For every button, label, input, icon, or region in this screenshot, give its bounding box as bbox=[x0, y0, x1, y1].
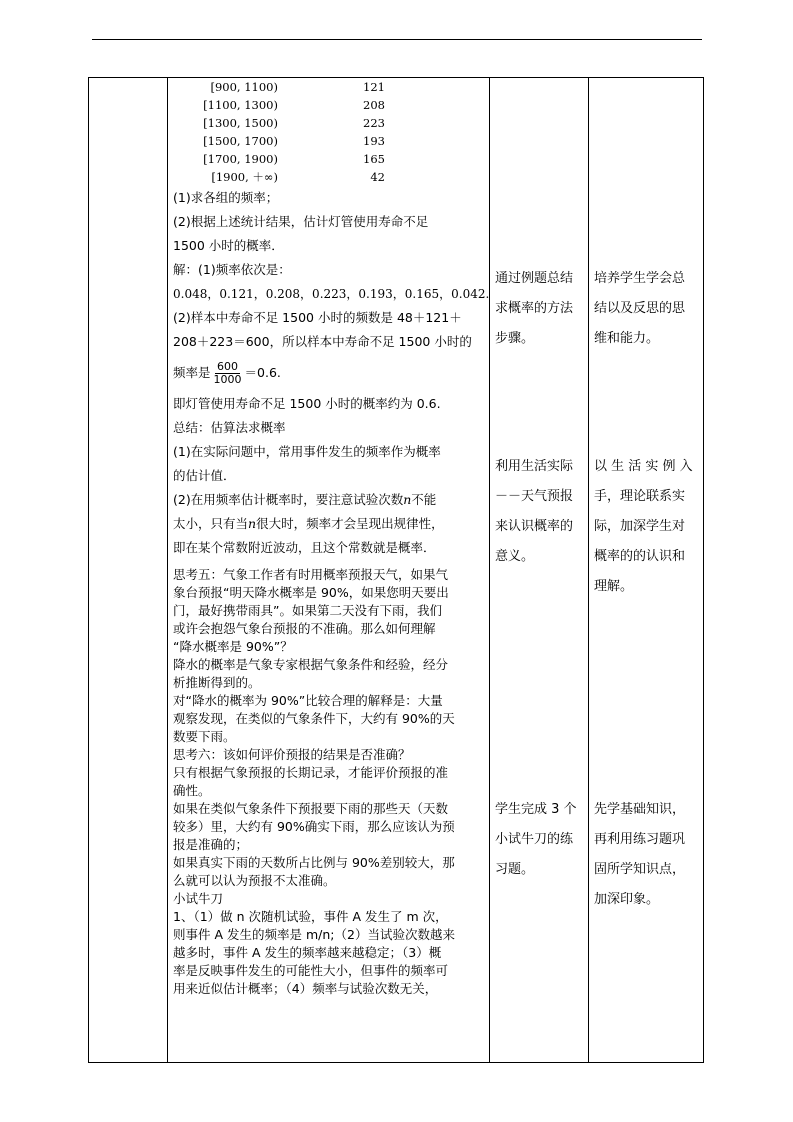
text-line: 学生完成 3 个 bbox=[495, 802, 577, 817]
lesson-table bbox=[88, 77, 704, 1063]
text-line: 固所学知识点， bbox=[594, 862, 686, 877]
answer-6-line: 较多）里，大约有 90%确实下雨，那么应该认为预 bbox=[173, 819, 455, 834]
frequency-row bbox=[173, 150, 490, 168]
design-intent-1 bbox=[594, 264, 702, 354]
text-line: 培养学生学会总 bbox=[594, 271, 686, 286]
text-line: 利用生活实际 bbox=[495, 459, 574, 474]
text-line: 以 生 活 实 例 入 bbox=[594, 459, 693, 474]
interval: [900, 1100) bbox=[210, 80, 278, 94]
text-line: 来认识概率的 bbox=[495, 519, 574, 534]
answer-5-line: 对“降水的概率为 90%”比较合理的解释是：大量 bbox=[173, 693, 443, 708]
variable: n bbox=[403, 492, 412, 507]
frequency-row bbox=[173, 132, 490, 150]
fraction bbox=[212, 361, 244, 386]
count: 42 bbox=[370, 170, 385, 184]
thinking-5-line: 象台预报“明天降水概率是 90%，如果您明天要出 bbox=[173, 585, 449, 600]
interval: [1300, 1500) bbox=[203, 116, 278, 130]
exercise-line: 越多时，事件 A 发生的频率越来越稳定；（3）概 bbox=[173, 945, 442, 960]
solution-values: 0.048，0.121，0.208，0.223，0.193，0.165，0.042. bbox=[173, 287, 490, 301]
text: 不能 bbox=[411, 492, 437, 507]
count: 208 bbox=[363, 98, 385, 112]
header-rule bbox=[92, 39, 702, 40]
text-line: 结以及反思的思 bbox=[594, 301, 686, 316]
count: 165 bbox=[363, 152, 385, 166]
answer-6-line: 么就可以认为预报不太准确。 bbox=[173, 873, 336, 888]
frequency-row bbox=[173, 78, 490, 96]
text: 太小，只有当 bbox=[173, 516, 249, 531]
text-line: 际，加深学生对 bbox=[594, 519, 686, 534]
text-line: 通过例题总结 bbox=[495, 271, 574, 286]
frequency-table bbox=[173, 78, 490, 186]
text-line: 意义。 bbox=[495, 549, 535, 564]
answer-6-line: 确性。 bbox=[173, 783, 211, 798]
text-line: 步骤。 bbox=[495, 331, 535, 346]
summary-line: 即在某个常数附近波动，且这个常数就是概率． bbox=[173, 540, 436, 555]
solution-line: 解：(1)频率依次是： bbox=[173, 262, 291, 277]
column-divider bbox=[167, 78, 168, 1062]
answer-5-line: 数要下雨。 bbox=[173, 729, 236, 744]
text-line: 概率的的认识和 bbox=[594, 549, 686, 564]
fraction-suffix: ＝0.6. bbox=[244, 365, 281, 380]
count: 223 bbox=[363, 116, 385, 130]
thinking-5-line: 或许会抱怨气象台预报的不准确。那么如何理解 bbox=[173, 621, 436, 636]
fraction-numerator: 600 bbox=[217, 360, 239, 373]
interval: [1100, 1300) bbox=[203, 98, 278, 112]
interval: [1900, ＋∞) bbox=[211, 170, 278, 184]
text-line: 手，理论联系实 bbox=[594, 489, 686, 504]
text-line: 理解。 bbox=[594, 579, 634, 594]
text-line: 小试牛刀的练 bbox=[495, 832, 574, 847]
text-line: 再利用练习题巩 bbox=[594, 832, 686, 847]
text-line: 先学基础知识， bbox=[594, 802, 686, 817]
text: 很大时，频率才会呈现出规律性， bbox=[256, 516, 444, 531]
exercise-line: 则事件 A 发生的频率是 m/n;（2）当试验次数越来 bbox=[173, 927, 455, 942]
thinking-5-line: 门，最好携带雨具”。如果第二天没有下雨，我们 bbox=[173, 603, 442, 618]
design-intent-3 bbox=[594, 795, 702, 915]
count: 193 bbox=[363, 134, 385, 148]
text-line: 维和能力。 bbox=[594, 331, 660, 346]
exercise-title: 小试牛刀 bbox=[173, 891, 224, 906]
interval: [1700, 1900) bbox=[203, 152, 278, 166]
text-line: －－天气预报 bbox=[495, 489, 574, 504]
fraction-prefix: 频率是 bbox=[173, 365, 211, 380]
student-activity-3 bbox=[495, 795, 587, 885]
interval: [1500, 1700) bbox=[203, 134, 278, 148]
frequency-row bbox=[173, 96, 490, 114]
column-divider bbox=[588, 78, 589, 1062]
exercise-line: 率是反映事件发生的可能性大小，但事件的频率可 bbox=[173, 963, 449, 978]
text: (2)在用频率估计概率时，要注意试验次数 bbox=[173, 492, 404, 507]
answer-5-line: 析推断得到的。 bbox=[173, 675, 261, 690]
thinking-5-line: “降水概率是 90%”？ bbox=[173, 639, 293, 654]
thinking-5-line: 思考五：气象工作者有时用概率预报天气，如果气 bbox=[173, 567, 449, 582]
answer-6-line: 只有根据气象预报的长期记录，才能评价预报的准 bbox=[173, 765, 449, 780]
summary-line: 的估计值． bbox=[173, 468, 236, 483]
design-intent-2 bbox=[594, 452, 702, 602]
frequency-row bbox=[173, 114, 490, 132]
text-line: 求概率的方法 bbox=[495, 301, 574, 316]
answer-6-line: 报是准确的； bbox=[173, 837, 249, 852]
answer-5-line: 降水的概率是气象专家根据气象条件和经验，经分 bbox=[173, 657, 449, 672]
question-block bbox=[173, 186, 490, 560]
student-activity-1 bbox=[495, 264, 587, 354]
summary-title: 总结：估算法求概率 bbox=[173, 420, 286, 435]
summary-line bbox=[173, 488, 490, 512]
solution-line: 208＋223＝600，所以样本中寿命不足 1500 小时的 bbox=[173, 334, 472, 349]
summary-line bbox=[173, 512, 490, 536]
answer-5-line: 观察发现，在类似的气象条件下，大约有 90%的天 bbox=[173, 711, 455, 726]
fraction-denominator: 1000 bbox=[213, 373, 242, 386]
count: 121 bbox=[363, 80, 385, 94]
thinking-6-line: 思考六：该如何评价预报的结果是否准确？ bbox=[173, 747, 411, 762]
question-2-line: 1500 小时的概率． bbox=[173, 238, 284, 253]
exercise-line: 用来近似估计概率；（4）频率与试验次数无关， bbox=[173, 981, 438, 996]
exercise-line: 1、（1）做 n 次随机试验，事件 A 发生了 m 次， bbox=[173, 909, 448, 924]
main-content-column bbox=[173, 78, 490, 998]
frequency-row bbox=[173, 168, 490, 186]
solution-line: 即灯管使用寿命不足 1500 小时的概率约为 0.6. bbox=[173, 396, 441, 411]
answer-6-line: 如果在类似气象条件下预报要下雨的那些天（天数 bbox=[173, 801, 449, 816]
answer-6-line: 如果真实下雨的天数所占比例与 90%差别较大，那 bbox=[173, 855, 455, 870]
student-activity-2 bbox=[495, 452, 587, 572]
solution-line: (2)样本中寿命不足 1500 小时的频数是 48＋121＋ bbox=[173, 310, 462, 325]
question-1: (1)求各组的频率； bbox=[173, 190, 279, 205]
summary-line: (1)在实际问题中，常用事件发生的频率作为概率 bbox=[173, 444, 441, 459]
question-2-line: (2)根据上述统计结果，估计灯管使用寿命不足 bbox=[173, 214, 429, 229]
weather-block bbox=[173, 566, 490, 998]
solution-fraction-line bbox=[173, 354, 490, 392]
text-line: 习题。 bbox=[495, 862, 535, 877]
text-line: 加深印象。 bbox=[594, 892, 660, 907]
variable: n bbox=[248, 516, 257, 531]
